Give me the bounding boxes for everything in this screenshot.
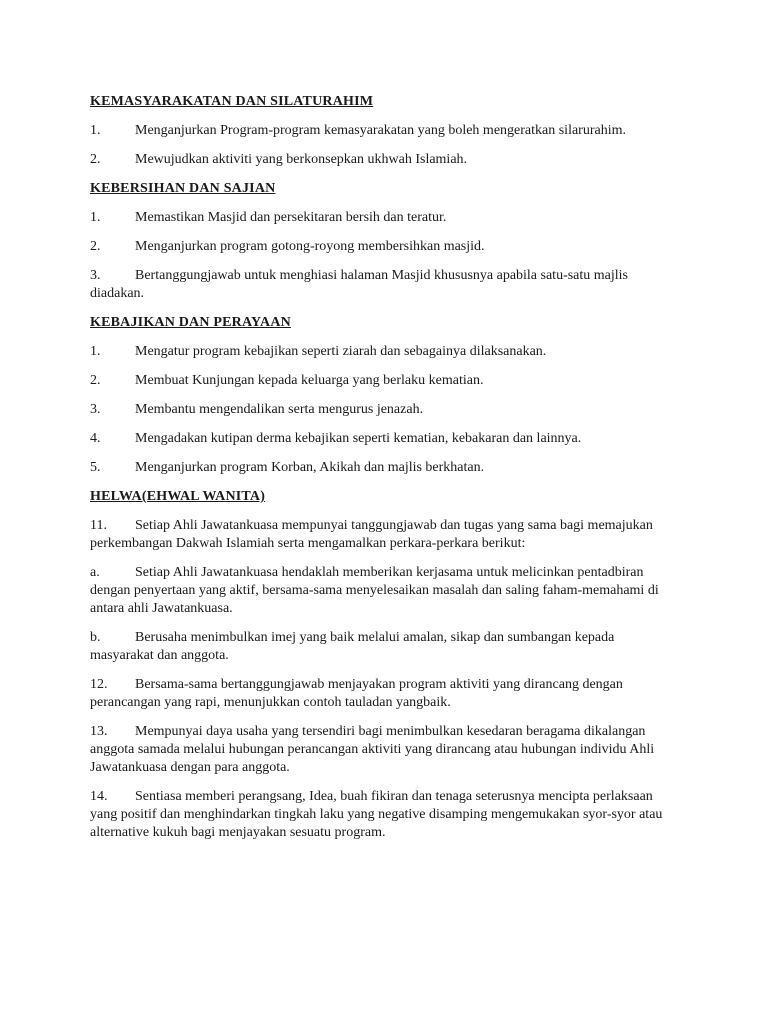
item-text: Sentiasa memberi perangsang, Idea, buah fikiran dan tenaga seterusnya mencipta perlaksaan yang positif dan menghindarkan tingkah laku yang negative disamping mengemukakan syor-syor atau alternative kukuh bagi menjayakan sesuatu program. [90,789,663,840]
list-item [90,517,680,553]
item-text: Mewujudkan aktiviti yang berkonsepkan ukhwah Islamiah. [135,152,468,167]
list-item [90,401,680,419]
item-number: a. [90,565,100,580]
item-text: Menganjurkan program gotong-royong membersihkan masjid. [135,239,485,254]
list-item [90,629,680,665]
item-text: Menganjurkan Program-program kemasyarakatan yang boleh mengeratkan silarurahim. [135,123,626,138]
item-text: Mengadakan kutipan derma kebajikan seperti kematian, kebakaran dan lainnya. [135,431,582,446]
item-text: Membantu mengendalikan serta mengurus jenazah. [135,402,424,417]
item-text: Bertanggungjawab untuk menghiasi halaman Masjid khususnya apabila satu-satu majlis diadakan. [90,268,629,301]
section-heading: KEBAJIKAN DAN PERAYAAN [90,315,291,330]
item-text: Menganjurkan program Korban, Akikah dan majlis berkhatan. [135,460,485,475]
document-page [90,93,680,853]
section-heading: HELWA(EHWAL WANITA) [90,489,266,504]
list-item [90,459,680,477]
item-number: 11. [90,518,107,533]
item-number: 2. [90,152,101,167]
item-number: 2. [90,239,101,254]
section-heading: KEBERSIHAN DAN SAJIAN [90,181,276,196]
item-number: 12. [90,677,108,692]
list-item [90,676,680,712]
item-text: Mempunyai daya usaha yang tersendiri bagi menimbulkan kesedaran beragama dikalangan anggota samada melalui hubungan perancangan aktiviti yang dirancang atau hubungan individu Ahli Jawatankuasa dengan para anggota. [90,724,655,775]
item-text: Membuat Kunjungan kepada keluarga yang berlaku kematian. [135,373,484,388]
list-item [90,267,680,303]
item-number: b. [90,630,101,645]
list-item [90,564,680,618]
list-item [90,723,680,777]
item-text: Setiap Ahli Jawatankuasa hendaklah memberikan kerjasama untuk melicinkan pentadbiran dengan penyertaan yang aktif, bersama-sama menyelesaikan masalah dan saling faham-memahami di antara ahli Jawatankuasa. [90,565,659,616]
item-text: Setiap Ahli Jawatankuasa mempunyai tanggungjawab dan tugas yang sama bagi memajukan perkembangan Dakwah Islamiah serta mengamalkan perkara-perkara berikut: [90,518,653,551]
list-item [90,209,680,227]
item-text: Memastikan Masjid dan persekitaran bersih dan teratur. [135,210,447,225]
item-number: 2. [90,373,101,388]
item-text: Bersama-sama bertanggungjawab menjayakan program aktiviti yang dirancang dengan perancangan yang rapi, menunjukkan contoh tauladan yangbaik. [90,677,623,710]
item-number: 5. [90,460,101,475]
list-item [90,372,680,390]
item-number: 13. [90,724,108,739]
item-number: 1. [90,344,101,359]
item-text: Berusaha menimbulkan imej yang baik melalui amalan, sikap dan sumbangan kepada masyarakat dan anggota. [90,630,615,663]
item-number: 4. [90,431,101,446]
item-number: 1. [90,123,101,138]
item-text: Mengatur program kebajikan seperti ziarah dan sebagainya dilaksanakan. [135,344,547,359]
list-item [90,788,680,842]
list-item [90,430,680,448]
list-item [90,151,680,169]
list-item [90,343,680,361]
item-number: 1. [90,210,101,225]
item-number: 3. [90,268,101,283]
list-item [90,122,680,140]
list-item [90,238,680,256]
item-number: 14. [90,789,108,804]
section-heading: KEMASYARAKATAN DAN SILATURAHIM [90,94,374,109]
item-number: 3. [90,402,101,417]
